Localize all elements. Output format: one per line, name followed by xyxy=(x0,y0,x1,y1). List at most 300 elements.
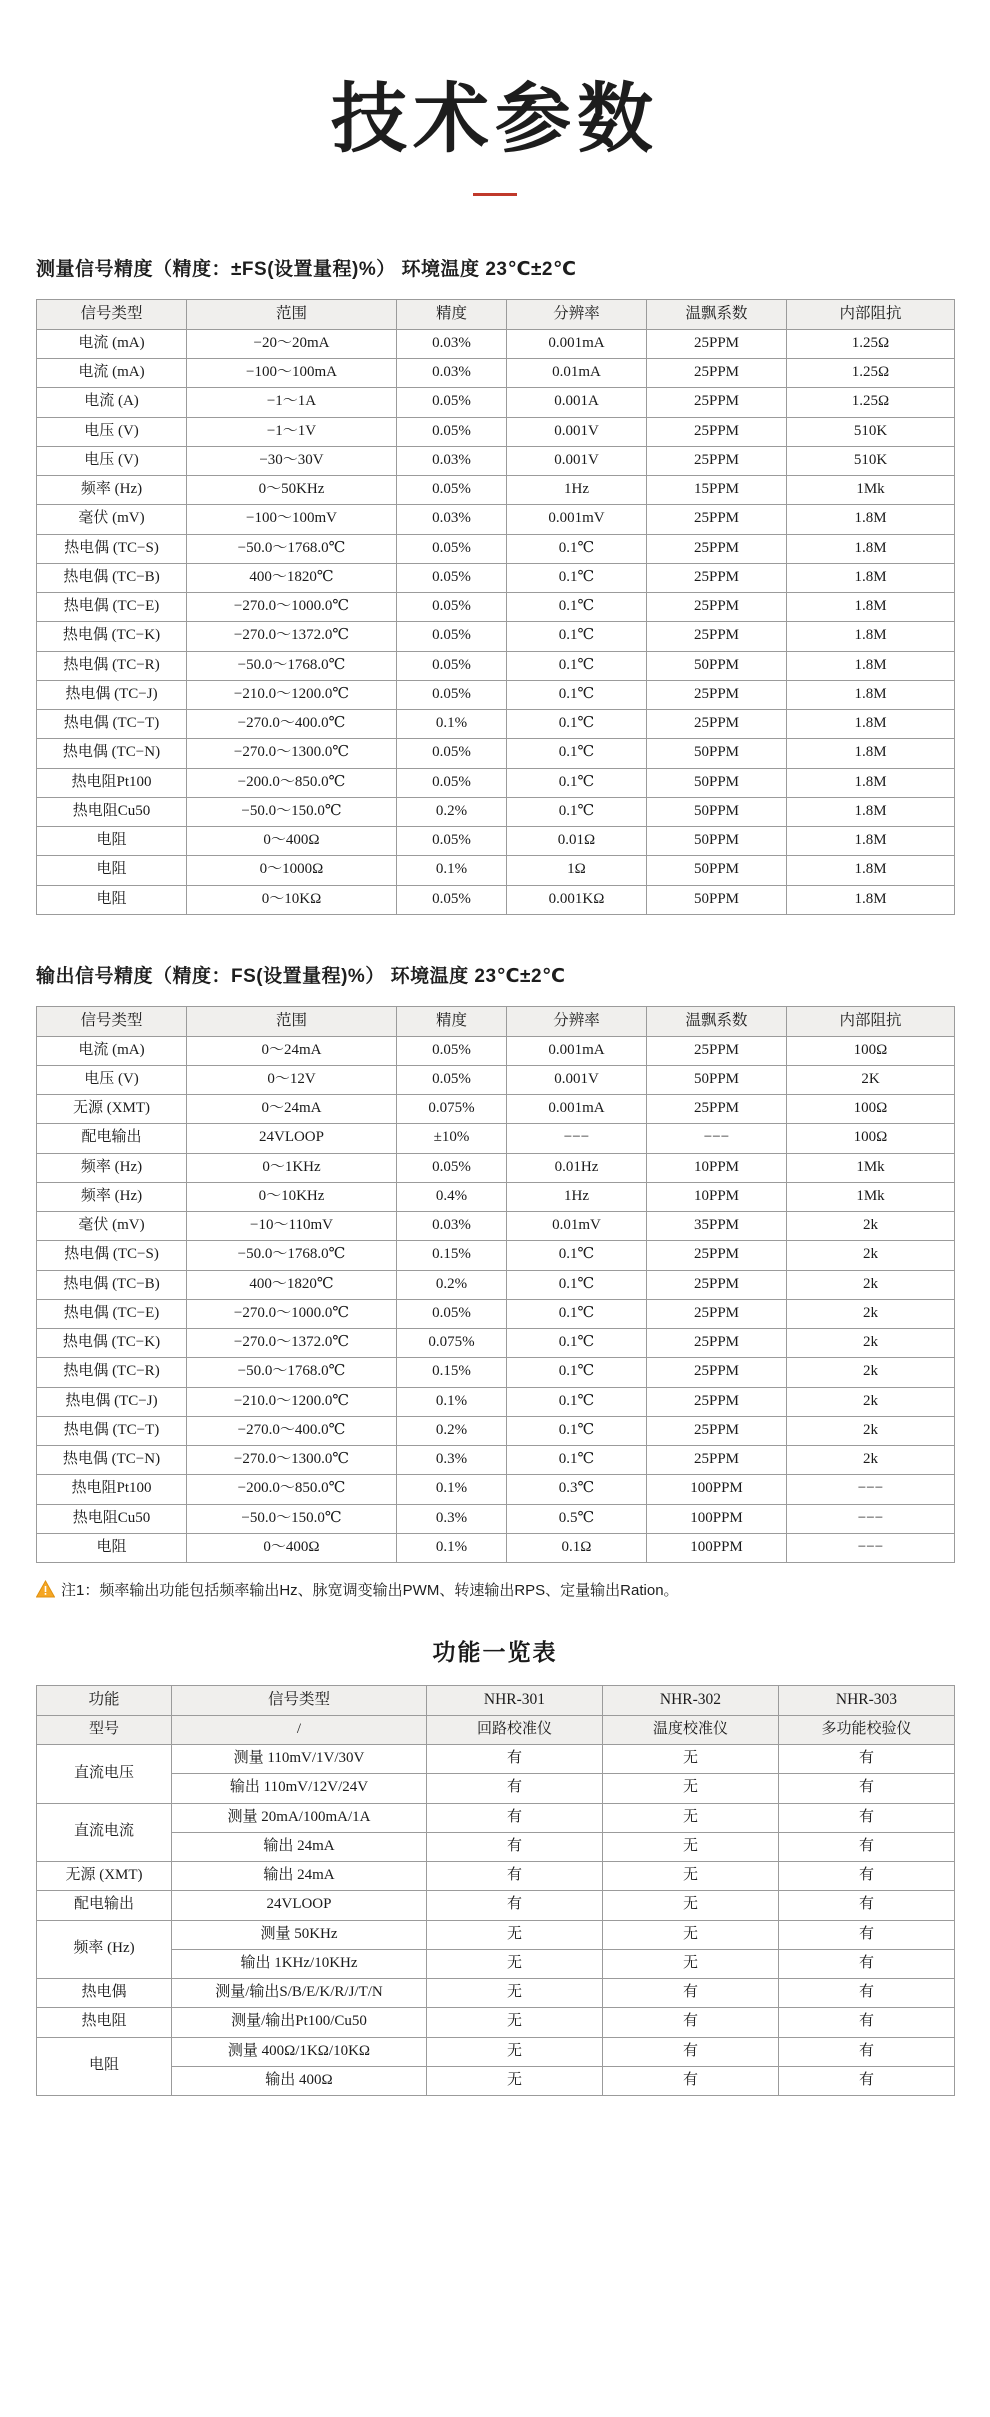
function-cell: 无 xyxy=(427,1920,603,1949)
measure-cell: 0.001A xyxy=(507,388,647,417)
function-cell: 无 xyxy=(603,1949,779,1978)
output-cell: 100PPM xyxy=(647,1475,787,1504)
output-cell: 热电偶 (TC−R) xyxy=(37,1358,187,1387)
measure-cell: 0.05% xyxy=(397,563,507,592)
measure-cell: 1.8M xyxy=(787,827,955,856)
function-cell: 测量 20mA/100mA/1A xyxy=(172,1803,427,1832)
output-cell: −−− xyxy=(787,1533,955,1562)
output-cell: 2k xyxy=(787,1329,955,1358)
table-row xyxy=(37,1446,955,1475)
model-cell: 多功能校验仪 xyxy=(779,1715,955,1744)
measure-cell: 0.05% xyxy=(397,388,507,417)
table-row xyxy=(37,1504,955,1533)
model-cell: 温度校准仪 xyxy=(603,1715,779,1744)
title-divider xyxy=(473,193,517,196)
measure-cell: 25PPM xyxy=(647,710,787,739)
table-row xyxy=(37,2066,955,2095)
function-cell: 输出 1KHz/10KHz xyxy=(172,1949,427,1978)
function-cell: 有 xyxy=(779,2066,955,2095)
output-cell: 0.1℃ xyxy=(507,1387,647,1416)
output-cell: 0.01Hz xyxy=(507,1153,647,1182)
measure-cell: 0～50KHz xyxy=(187,476,397,505)
output-cell: ±10% xyxy=(397,1124,507,1153)
table-row xyxy=(37,388,955,417)
measure-cell: 1.8M xyxy=(787,710,955,739)
measure-cell: 0.05% xyxy=(397,885,507,914)
function-name-cell: 频率 (Hz) xyxy=(37,1920,172,1979)
measure-section-heading: 测量信号精度（精度：±FS(设置量程)%） 环境温度 23℃±2℃ xyxy=(36,259,577,280)
function-name-cell: 直流电流 xyxy=(37,1803,172,1862)
output-cell: 频率 (Hz) xyxy=(37,1182,187,1211)
output-header-col-3: 分辨率 xyxy=(507,1006,647,1036)
table-row xyxy=(37,1153,955,1182)
output-cell: 400～1820℃ xyxy=(187,1270,397,1299)
measure-cell: 1Mk xyxy=(787,476,955,505)
warning-triangle-icon xyxy=(36,1580,55,1598)
table-row xyxy=(37,505,955,534)
measure-cell: 0.01Ω xyxy=(507,827,647,856)
measure-cell: 50PPM xyxy=(647,797,787,826)
output-cell: 热电偶 (TC−S) xyxy=(37,1241,187,1270)
output-cell: 0.1% xyxy=(397,1475,507,1504)
measure-cell: 热电偶 (TC−B) xyxy=(37,563,187,592)
output-cell: 0.2% xyxy=(397,1416,507,1445)
measure-cell: 25PPM xyxy=(647,593,787,622)
measure-cell: 热电偶 (TC−T) xyxy=(37,710,187,739)
output-cell: −−− xyxy=(787,1475,955,1504)
table-row xyxy=(37,1416,955,1445)
measure-cell: −30～30V xyxy=(187,446,397,475)
measure-cell: 热电偶 (TC−R) xyxy=(37,651,187,680)
measure-cell: 0.1℃ xyxy=(507,797,647,826)
measure-cell: 电流 (A) xyxy=(37,388,187,417)
measure-cell: 频率 (Hz) xyxy=(37,476,187,505)
table-row xyxy=(37,1745,955,1774)
measure-header-col-0: 信号类型 xyxy=(37,300,187,330)
measure-cell: −270.0～400.0℃ xyxy=(187,710,397,739)
measure-cell: 50PPM xyxy=(647,856,787,885)
measure-cell: 热电阻Cu50 xyxy=(37,797,187,826)
output-cell: 100Ω xyxy=(787,1095,955,1124)
measure-cell: 电阻 xyxy=(37,885,187,914)
output-cell: 0.01mV xyxy=(507,1212,647,1241)
measure-cell: −50.0～150.0℃ xyxy=(187,797,397,826)
table-row xyxy=(37,417,955,446)
measure-cell: 电压 (V) xyxy=(37,417,187,446)
function-cell: 测量/输出Pt100/Cu50 xyxy=(172,2008,427,2037)
measure-cell: 510K xyxy=(787,417,955,446)
measure-cell: −100～100mA xyxy=(187,359,397,388)
output-cell: 2K xyxy=(787,1065,955,1094)
measure-cell: 0.001KΩ xyxy=(507,885,647,914)
measure-cell: 1.25Ω xyxy=(787,329,955,358)
table-row xyxy=(37,622,955,651)
measure-cell: 1.8M xyxy=(787,885,955,914)
output-cell: 100PPM xyxy=(647,1533,787,1562)
model-cell: 回路校准仪 xyxy=(427,1715,603,1744)
measure-cell: 热电偶 (TC−J) xyxy=(37,680,187,709)
function-cell: 有 xyxy=(779,1979,955,2008)
measure-cell: 0.05% xyxy=(397,534,507,563)
function-header-col-3: NHR-302 xyxy=(603,1686,779,1716)
output-cell: 2k xyxy=(787,1446,955,1475)
output-cell: 25PPM xyxy=(647,1416,787,1445)
measure-cell: 热电阻Pt100 xyxy=(37,768,187,797)
output-cell: −50.0～1768.0℃ xyxy=(187,1241,397,1270)
measure-cell: 0.1℃ xyxy=(507,534,647,563)
measure-cell: 25PPM xyxy=(647,417,787,446)
measure-cell: 1.8M xyxy=(787,505,955,534)
output-cell: 100PPM xyxy=(647,1504,787,1533)
measure-cell: 25PPM xyxy=(647,329,787,358)
measure-cell: 0.03% xyxy=(397,446,507,475)
measure-cell: 电流 (mA) xyxy=(37,329,187,358)
measure-cell: 电阻 xyxy=(37,856,187,885)
measure-header-col-3: 分辨率 xyxy=(507,300,647,330)
output-cell: 0.1℃ xyxy=(507,1446,647,1475)
table-row xyxy=(37,1979,955,2008)
output-cell: −270.0～1000.0℃ xyxy=(187,1299,397,1328)
output-accuracy-table xyxy=(36,1006,955,1563)
table-row xyxy=(37,359,955,388)
measure-accuracy-table xyxy=(36,299,955,915)
table-row xyxy=(37,563,955,592)
measure-cell: 0.05% xyxy=(397,417,507,446)
measure-cell: 0.03% xyxy=(397,359,507,388)
output-cell: 热电偶 (TC−T) xyxy=(37,1416,187,1445)
function-cell: 无 xyxy=(427,2008,603,2037)
table-row xyxy=(37,1533,955,1562)
output-cell: 25PPM xyxy=(647,1270,787,1299)
measure-cell: 1.8M xyxy=(787,651,955,680)
output-cell: 热电偶 (TC−J) xyxy=(37,1387,187,1416)
output-cell: −50.0～150.0℃ xyxy=(187,1504,397,1533)
table-row xyxy=(37,1182,955,1211)
function-cell: 无 xyxy=(603,1920,779,1949)
function-cell: 有 xyxy=(779,2008,955,2037)
output-cell: 0.1℃ xyxy=(507,1241,647,1270)
output-cell: 0.001V xyxy=(507,1065,647,1094)
table-row xyxy=(37,1949,955,1978)
output-cell: 毫伏 (mV) xyxy=(37,1212,187,1241)
output-cell: 电阻 xyxy=(37,1533,187,1562)
function-cell: 无 xyxy=(427,2066,603,2095)
table-row xyxy=(37,1774,955,1803)
table-header-row xyxy=(37,300,955,330)
measure-cell: 1.8M xyxy=(787,622,955,651)
table-row xyxy=(37,476,955,505)
function-cell: 输出 110mV/12V/24V xyxy=(172,1774,427,1803)
function-cell: 有 xyxy=(603,2008,779,2037)
function-cell: 无 xyxy=(603,1832,779,1861)
function-cell: 无 xyxy=(427,1979,603,2008)
function-name-cell: 热电偶 xyxy=(37,1979,172,2008)
measure-cell: 热电偶 (TC−N) xyxy=(37,739,187,768)
output-cell: 25PPM xyxy=(647,1358,787,1387)
table-row xyxy=(37,593,955,622)
output-cell: 1Mk xyxy=(787,1153,955,1182)
measure-cell: 0～10KΩ xyxy=(187,885,397,914)
measure-cell: 0.1℃ xyxy=(507,768,647,797)
output-cell: 35PPM xyxy=(647,1212,787,1241)
function-cell: 输出 24mA xyxy=(172,1832,427,1861)
output-cell: 电压 (V) xyxy=(37,1065,187,1094)
measure-header-col-1: 范围 xyxy=(187,300,397,330)
measure-cell: 0.1% xyxy=(397,856,507,885)
table-header-row xyxy=(37,1686,955,1716)
output-cell: 电流 (mA) xyxy=(37,1036,187,1065)
output-cell: −270.0～1300.0℃ xyxy=(187,1446,397,1475)
output-cell: 0.2% xyxy=(397,1270,507,1299)
function-cell: 测量/输出S/B/E/K/R/J/T/N xyxy=(172,1979,427,2008)
output-cell: 0.001mA xyxy=(507,1095,647,1124)
measure-cell: 50PPM xyxy=(647,768,787,797)
table-row xyxy=(37,1920,955,1949)
table-row xyxy=(37,1212,955,1241)
footnote xyxy=(36,1579,954,1600)
measure-cell: 1.25Ω xyxy=(787,359,955,388)
output-cell: 2k xyxy=(787,1299,955,1328)
measure-cell: 0.001V xyxy=(507,446,647,475)
output-cell: 热电偶 (TC−N) xyxy=(37,1446,187,1475)
output-cell: 0.5℃ xyxy=(507,1504,647,1533)
output-cell: 50PPM xyxy=(647,1065,787,1094)
function-cell: 有 xyxy=(779,1920,955,1949)
measure-cell: 50PPM xyxy=(647,827,787,856)
output-header-col-4: 温飘系数 xyxy=(647,1006,787,1036)
table-row xyxy=(37,1065,955,1094)
measure-cell: 400～1820℃ xyxy=(187,563,397,592)
function-name-cell: 无源 (XMT) xyxy=(37,1862,172,1891)
measure-cell: 25PPM xyxy=(647,359,787,388)
output-cell: 2k xyxy=(787,1241,955,1270)
table-row xyxy=(37,1270,955,1299)
output-cell: 0.05% xyxy=(397,1065,507,1094)
measure-cell: 0.001mV xyxy=(507,505,647,534)
function-name-cell: 直流电压 xyxy=(37,1745,172,1804)
function-header-col-0: 功能 xyxy=(37,1686,172,1716)
output-cell: 2k xyxy=(787,1387,955,1416)
function-cell: 有 xyxy=(779,1774,955,1803)
output-cell: 0～12V xyxy=(187,1065,397,1094)
function-name-cell: 配电输出 xyxy=(37,1891,172,1920)
measure-cell: 0.1℃ xyxy=(507,680,647,709)
measure-cell: 0.1% xyxy=(397,710,507,739)
measure-cell: 1Hz xyxy=(507,476,647,505)
measure-header-col-5: 内部阻抗 xyxy=(787,300,955,330)
table-row xyxy=(37,1329,955,1358)
measure-cell: 0.1℃ xyxy=(507,739,647,768)
measure-cell: 1.8M xyxy=(787,680,955,709)
table-row xyxy=(37,329,955,358)
table-row xyxy=(37,1358,955,1387)
measure-cell: −50.0～1768.0℃ xyxy=(187,651,397,680)
output-cell: 25PPM xyxy=(647,1036,787,1065)
output-cell: 0.1℃ xyxy=(507,1299,647,1328)
measure-cell: 0.1℃ xyxy=(507,593,647,622)
output-cell: 2k xyxy=(787,1358,955,1387)
output-cell: 0.3% xyxy=(397,1504,507,1533)
output-cell: 1Hz xyxy=(507,1182,647,1211)
measure-cell: 电阻 xyxy=(37,827,187,856)
measure-cell: −20～20mA xyxy=(187,329,397,358)
table-row xyxy=(37,1832,955,1861)
measure-cell: 1.8M xyxy=(787,593,955,622)
output-cell: 0.05% xyxy=(397,1036,507,1065)
measure-cell: 25PPM xyxy=(647,446,787,475)
measure-cell: −50.0～1768.0℃ xyxy=(187,534,397,563)
output-header-col-1: 范围 xyxy=(187,1006,397,1036)
measure-cell: 热电偶 (TC−E) xyxy=(37,593,187,622)
measure-cell: 510K xyxy=(787,446,955,475)
table-row xyxy=(37,651,955,680)
measure-cell: 1.8M xyxy=(787,563,955,592)
table-row xyxy=(37,1715,955,1744)
function-cell: 无 xyxy=(603,1803,779,1832)
measure-cell: 0.05% xyxy=(397,593,507,622)
function-cell: 有 xyxy=(427,1832,603,1861)
measure-cell: 1.25Ω xyxy=(787,388,955,417)
function-cell: 有 xyxy=(427,1774,603,1803)
measure-cell: 1.8M xyxy=(787,797,955,826)
measure-cell: 0.1℃ xyxy=(507,563,647,592)
function-cell: 有 xyxy=(779,1745,955,1774)
output-cell: −210.0～1200.0℃ xyxy=(187,1387,397,1416)
output-cell: 无源 (XMT) xyxy=(37,1095,187,1124)
measure-cell: −270.0～1000.0℃ xyxy=(187,593,397,622)
output-cell: 100Ω xyxy=(787,1036,955,1065)
function-cell: 测量 50KHz xyxy=(172,1920,427,1949)
output-cell: 1Mk xyxy=(787,1182,955,1211)
output-cell: −10～110mV xyxy=(187,1212,397,1241)
measure-cell: 0.001V xyxy=(507,417,647,446)
measure-cell: 0.001mA xyxy=(507,329,647,358)
measure-cell: 0.05% xyxy=(397,680,507,709)
page-title: 技术参数 xyxy=(331,77,659,162)
output-cell: −270.0～1372.0℃ xyxy=(187,1329,397,1358)
output-cell: 10PPM xyxy=(647,1153,787,1182)
measure-cell: 1.8M xyxy=(787,534,955,563)
measure-cell: −1～1V xyxy=(187,417,397,446)
table-row xyxy=(37,710,955,739)
output-cell: 0～400Ω xyxy=(187,1533,397,1562)
measure-cell: −210.0～1200.0℃ xyxy=(187,680,397,709)
measure-cell: −270.0～1372.0℃ xyxy=(187,622,397,651)
output-cell: 0.075% xyxy=(397,1329,507,1358)
measure-cell: 0.05% xyxy=(397,651,507,680)
measure-cell: 0.05% xyxy=(397,768,507,797)
model-cell: / xyxy=(172,1715,427,1744)
output-header-col-5: 内部阻抗 xyxy=(787,1006,955,1036)
table-row xyxy=(37,797,955,826)
output-cell: 25PPM xyxy=(647,1387,787,1416)
output-cell: −−− xyxy=(507,1124,647,1153)
measure-cell: 0.05% xyxy=(397,476,507,505)
output-cell: 100Ω xyxy=(787,1124,955,1153)
measure-cell: 热电偶 (TC−K) xyxy=(37,622,187,651)
output-cell: 2k xyxy=(787,1212,955,1241)
output-cell: 热电偶 (TC−B) xyxy=(37,1270,187,1299)
output-cell: 0～10KHz xyxy=(187,1182,397,1211)
table-row xyxy=(37,1299,955,1328)
output-cell: 25PPM xyxy=(647,1095,787,1124)
measure-cell: 0.1℃ xyxy=(507,651,647,680)
measure-cell: 0.03% xyxy=(397,505,507,534)
measure-cell: 电压 (V) xyxy=(37,446,187,475)
function-cell: 有 xyxy=(779,1949,955,1978)
function-name-cell: 热电阻 xyxy=(37,2008,172,2037)
output-cell: 0.3℃ xyxy=(507,1475,647,1504)
measure-cell: 25PPM xyxy=(647,505,787,534)
function-cell: 无 xyxy=(603,1891,779,1920)
measure-cell: 50PPM xyxy=(647,651,787,680)
output-cell: 10PPM xyxy=(647,1182,787,1211)
output-cell: 0.05% xyxy=(397,1153,507,1182)
measure-cell: 0.1℃ xyxy=(507,710,647,739)
output-cell: −270.0～400.0℃ xyxy=(187,1416,397,1445)
output-header-col-2: 精度 xyxy=(397,1006,507,1036)
table-row xyxy=(37,856,955,885)
output-cell: 配电输出 xyxy=(37,1124,187,1153)
output-cell: 25PPM xyxy=(647,1299,787,1328)
measure-cell: 15PPM xyxy=(647,476,787,505)
measure-cell: −1～1A xyxy=(187,388,397,417)
measure-cell: 0.2% xyxy=(397,797,507,826)
function-cell: 有 xyxy=(779,1862,955,1891)
measure-cell: 毫伏 (mV) xyxy=(37,505,187,534)
output-cell: 频率 (Hz) xyxy=(37,1153,187,1182)
measure-cell: 0.05% xyxy=(397,827,507,856)
output-cell: 0.3% xyxy=(397,1446,507,1475)
output-cell: 0.1% xyxy=(397,1387,507,1416)
output-header-col-0: 信号类型 xyxy=(37,1006,187,1036)
function-cell: 无 xyxy=(427,1949,603,1978)
function-cell: 有 xyxy=(603,2066,779,2095)
function-cell: 输出 400Ω xyxy=(172,2066,427,2095)
measure-cell: 0～400Ω xyxy=(187,827,397,856)
measure-cell: 25PPM xyxy=(647,534,787,563)
measure-cell: 25PPM xyxy=(647,388,787,417)
table-row xyxy=(37,680,955,709)
measure-cell: 电流 (mA) xyxy=(37,359,187,388)
output-cell: 25PPM xyxy=(647,1329,787,1358)
function-cell: 有 xyxy=(427,1803,603,1832)
output-section-heading: 输出信号精度（精度：FS(设置量程)%） 环境温度 23℃±2℃ xyxy=(36,965,566,987)
function-cell: 无 xyxy=(603,1774,779,1803)
output-cell: 2k xyxy=(787,1270,955,1299)
measure-cell: 0～1000Ω xyxy=(187,856,397,885)
output-cell: 0～24mA xyxy=(187,1036,397,1065)
measure-cell: 1Ω xyxy=(507,856,647,885)
function-table-title: 功能一览表 xyxy=(432,1639,558,1666)
output-cell: −200.0～850.0℃ xyxy=(187,1475,397,1504)
table-row xyxy=(37,1095,955,1124)
function-cell: 测量 400Ω/1KΩ/10KΩ xyxy=(172,2037,427,2066)
function-cell: 有 xyxy=(779,1803,955,1832)
measure-cell: 0.03% xyxy=(397,329,507,358)
table-row xyxy=(37,768,955,797)
table-header-row xyxy=(37,1006,955,1036)
output-cell: 0.001mA xyxy=(507,1036,647,1065)
function-cell: 有 xyxy=(779,2037,955,2066)
output-cell: 0～24mA xyxy=(187,1095,397,1124)
measure-cell: 50PPM xyxy=(647,885,787,914)
table-row xyxy=(37,885,955,914)
table-row xyxy=(37,1475,955,1504)
measure-cell: 0.05% xyxy=(397,622,507,651)
function-header-col-4: NHR-303 xyxy=(779,1686,955,1716)
function-cell: 无 xyxy=(603,1862,779,1891)
